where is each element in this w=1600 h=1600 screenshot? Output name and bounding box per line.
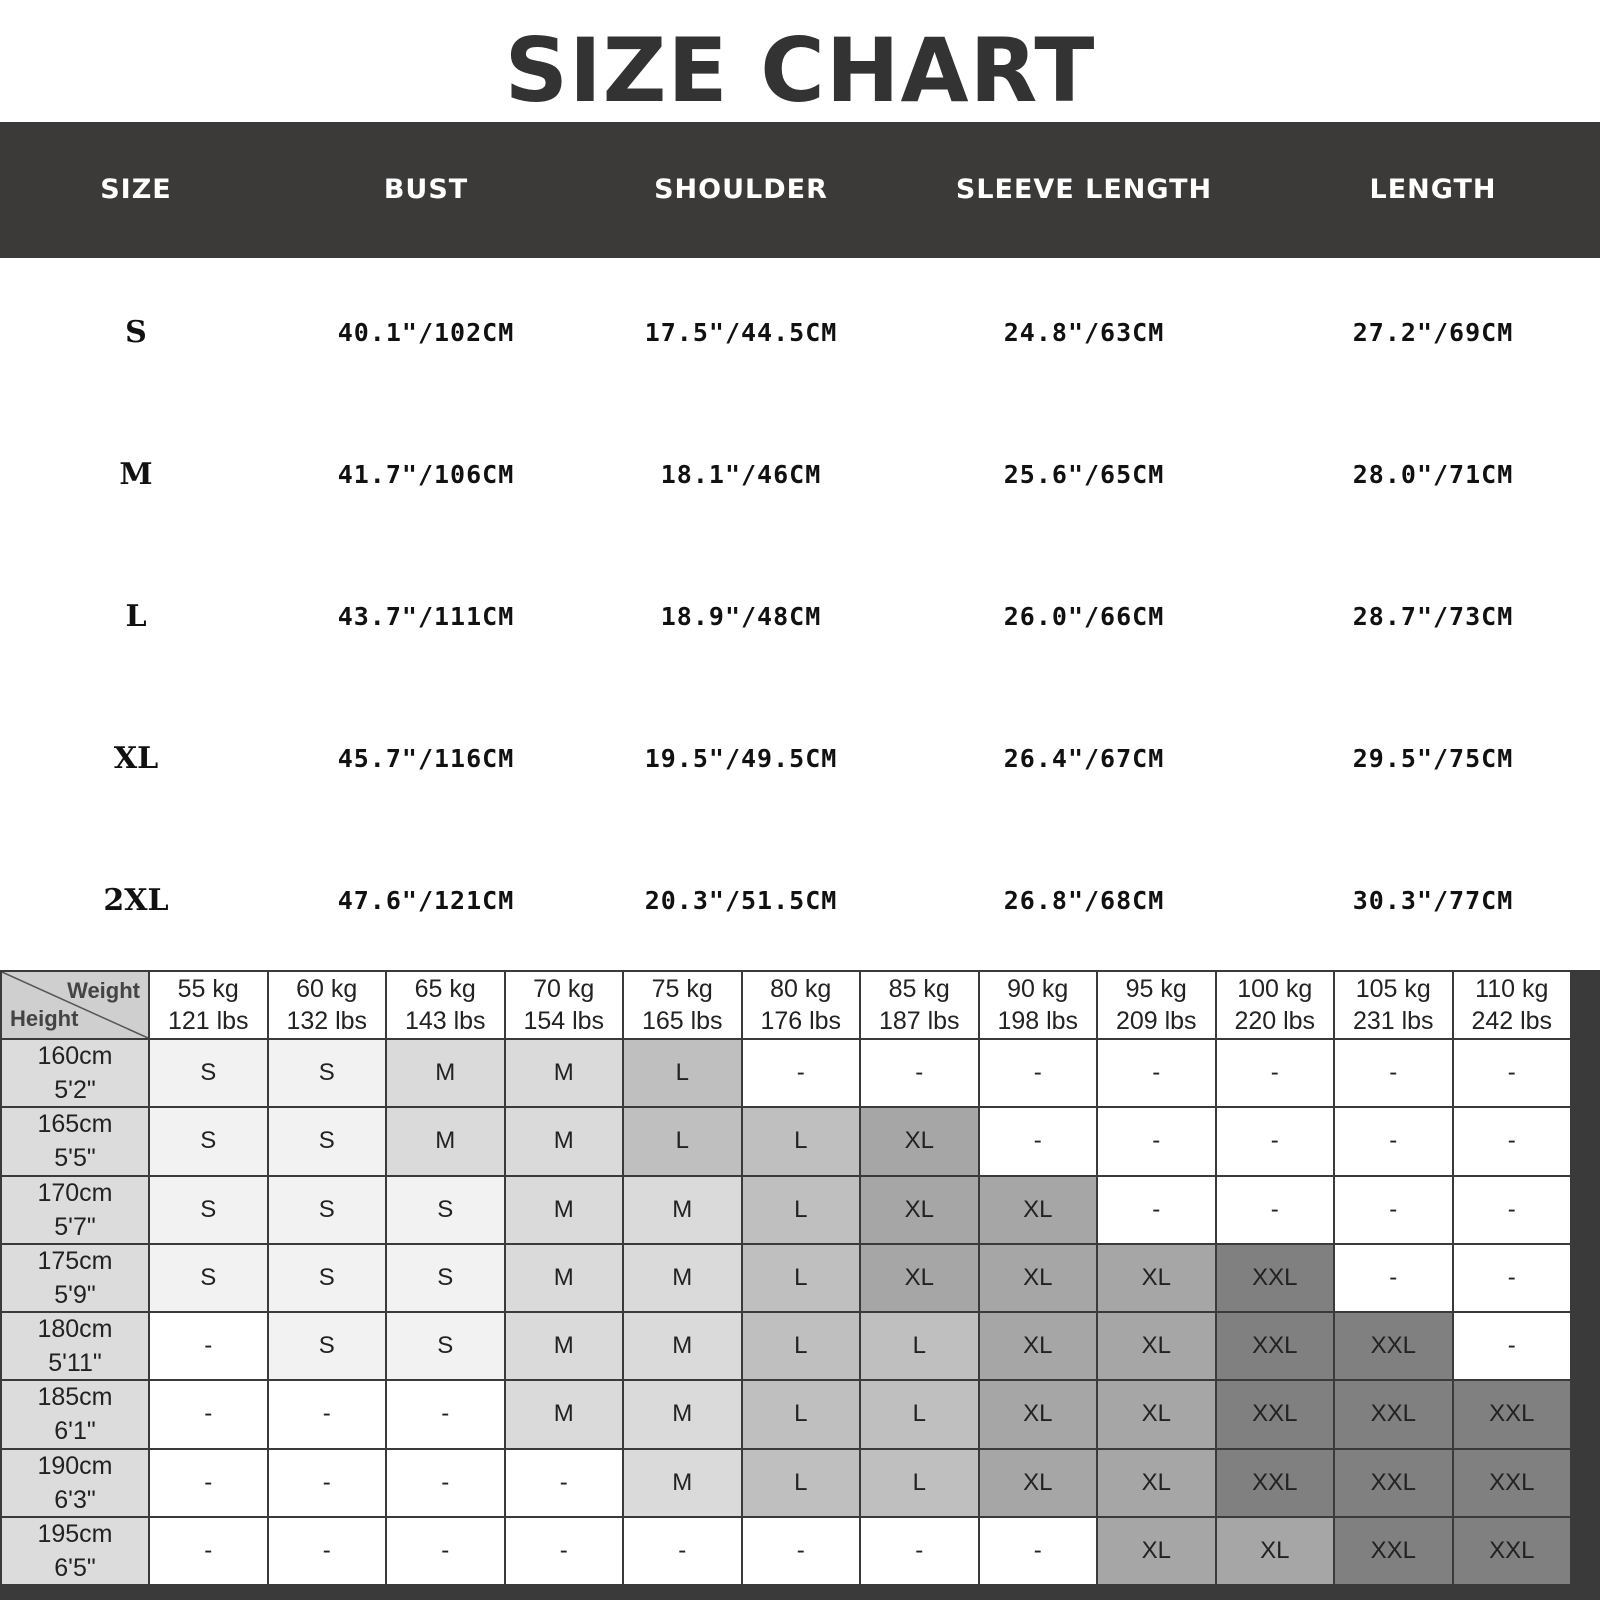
weight-header	[1454, 972, 1571, 1038]
size-cell: L	[743, 1245, 860, 1311]
size-guide-table	[0, 970, 1600, 1600]
size-cell: -	[269, 1518, 386, 1584]
weight-lbs: 121 lbs	[167, 1007, 249, 1035]
size-cell: -	[387, 1450, 504, 1516]
weight-header	[743, 972, 860, 1038]
weight-header	[980, 972, 1097, 1038]
height-ft: 6'5"	[54, 1553, 96, 1582]
weight-header	[861, 972, 978, 1038]
size-cell: XL	[980, 1177, 1097, 1243]
weight-lbs: 132 lbs	[286, 1007, 368, 1035]
size-cell: XL	[1098, 1245, 1215, 1311]
corner-weight-label: Weight	[67, 978, 140, 1003]
height-ft: 5'5"	[54, 1144, 96, 1173]
size-cell: S	[269, 1108, 386, 1174]
measurement-bust: 40.1"/102CM	[337, 318, 515, 347]
size-cell: -	[743, 1040, 860, 1106]
measurement-sleeve-length: 25.6"/65CM	[1003, 460, 1165, 489]
size-cell: M	[624, 1313, 741, 1379]
measurement-length: 28.0"/71CM	[1352, 460, 1514, 489]
height-header	[2, 1040, 148, 1106]
height-ft: 6'3"	[54, 1485, 96, 1514]
weight-header	[1098, 972, 1215, 1038]
size-cell: L	[861, 1313, 978, 1379]
size-cell: M	[387, 1040, 504, 1106]
weight-lbs: 143 lbs	[404, 1007, 486, 1035]
size-cell: -	[1098, 1040, 1215, 1106]
weight-lbs: 231 lbs	[1352, 1007, 1434, 1035]
size-cell: -	[980, 1108, 1097, 1174]
measurement-size: XL	[113, 741, 159, 776]
size-cell: -	[1335, 1245, 1452, 1311]
size-cell: -	[1335, 1177, 1452, 1243]
size-cell: -	[980, 1040, 1097, 1106]
weight-header	[506, 972, 623, 1038]
size-cell: M	[506, 1245, 623, 1311]
height-header	[2, 1177, 148, 1243]
size-cell: L	[624, 1040, 741, 1106]
size-cell: L	[743, 1108, 860, 1174]
measurement-bust: 47.6"/121CM	[337, 886, 515, 915]
measurement-size: L	[125, 599, 147, 634]
size-cell: -	[1454, 1177, 1571, 1243]
size-cell: S	[150, 1177, 267, 1243]
size-cell: -	[861, 1518, 978, 1584]
size-cell: M	[624, 1450, 741, 1516]
weight-lbs: 198 lbs	[997, 1007, 1079, 1035]
measurement-length: 28.7"/73CM	[1352, 602, 1514, 631]
size-cell: L	[743, 1313, 860, 1379]
header-length: LENGTH	[1369, 174, 1497, 205]
height-ft: 5'11"	[48, 1349, 102, 1378]
size-cell: -	[743, 1518, 860, 1584]
height-header	[2, 1518, 148, 1584]
size-cell: XL	[861, 1245, 978, 1311]
size-cell: XL	[861, 1108, 978, 1174]
size-cell: L	[861, 1450, 978, 1516]
size-cell: S	[387, 1245, 504, 1311]
corner-height-label: Height	[10, 1006, 79, 1031]
header-bust: BUST	[383, 174, 469, 205]
size-cell: M	[624, 1177, 741, 1243]
size-cell: L	[743, 1450, 860, 1516]
measurement-row	[0, 262, 1600, 404]
header-sleeve-length: SLEEVE LENGTH	[955, 174, 1213, 205]
measurement-bust: 45.7"/116CM	[337, 744, 515, 773]
measurement-sleeve-length: 26.0"/66CM	[1003, 602, 1165, 631]
size-cell: L	[743, 1381, 860, 1447]
measurement-shoulder: 18.1"/46CM	[660, 460, 822, 489]
measurement-length: 30.3"/77CM	[1352, 886, 1514, 915]
size-cell: -	[624, 1518, 741, 1584]
size-cell: -	[1454, 1313, 1571, 1379]
measurement-row	[0, 830, 1600, 972]
header-size: SIZE	[100, 174, 172, 205]
weight-kg: 95 kg	[1125, 975, 1187, 1003]
size-cell: L	[624, 1108, 741, 1174]
weight-header	[269, 972, 386, 1038]
height-header	[2, 1313, 148, 1379]
size-cell: M	[506, 1177, 623, 1243]
size-cell: L	[743, 1177, 860, 1243]
weight-lbs: 154 lbs	[523, 1007, 605, 1035]
size-cell: -	[1454, 1108, 1571, 1174]
weight-kg: 70 kg	[533, 975, 595, 1003]
height-header	[2, 1450, 148, 1516]
weight-lbs: 176 lbs	[760, 1007, 842, 1035]
weight-kg: 110 kg	[1475, 975, 1549, 1003]
measurement-size: S	[125, 315, 147, 350]
height-cm: 195cm	[37, 1519, 113, 1548]
height-ft: 6'1"	[54, 1417, 96, 1446]
size-cell: M	[506, 1313, 623, 1379]
weight-lbs: 220 lbs	[1234, 1007, 1316, 1035]
size-cell: -	[150, 1518, 267, 1584]
size-cell: -	[506, 1450, 623, 1516]
size-cell: XXL	[1335, 1518, 1452, 1584]
size-cell: XXL	[1217, 1381, 1334, 1447]
measurement-size: 2XL	[103, 883, 169, 918]
height-cm: 175cm	[37, 1246, 113, 1275]
size-cell: XL	[861, 1177, 978, 1243]
size-cell: -	[1454, 1040, 1571, 1106]
size-cell: XL	[980, 1313, 1097, 1379]
height-cm: 165cm	[37, 1110, 113, 1139]
measurement-shoulder: 18.9"/48CM	[660, 602, 822, 631]
weight-kg: 55 kg	[177, 975, 239, 1003]
size-cell: -	[1098, 1108, 1215, 1174]
measurement-row	[0, 688, 1600, 830]
size-cell: M	[624, 1381, 741, 1447]
size-cell: XXL	[1217, 1245, 1334, 1311]
size-cell: -	[150, 1381, 267, 1447]
size-cell: M	[387, 1108, 504, 1174]
size-cell: M	[624, 1245, 741, 1311]
size-cell: XXL	[1217, 1313, 1334, 1379]
measurement-length: 27.2"/69CM	[1352, 318, 1514, 347]
height-cm: 170cm	[37, 1178, 113, 1207]
weight-lbs: 165 lbs	[641, 1007, 723, 1035]
size-cell: M	[506, 1381, 623, 1447]
size-cell: XL	[1217, 1518, 1334, 1584]
weight-kg: 85 kg	[888, 975, 950, 1003]
size-cell: -	[269, 1381, 386, 1447]
height-cm: 180cm	[37, 1315, 113, 1344]
size-cell: -	[861, 1040, 978, 1106]
size-cell: XL	[1098, 1313, 1215, 1379]
size-cell: S	[387, 1177, 504, 1243]
size-cell: S	[269, 1245, 386, 1311]
size-cell: S	[269, 1040, 386, 1106]
size-cell: M	[506, 1108, 623, 1174]
weight-lbs: 209 lbs	[1115, 1007, 1197, 1035]
size-cell: -	[1217, 1040, 1334, 1106]
height-cm: 190cm	[37, 1451, 113, 1480]
measurement-header	[0, 122, 1600, 258]
size-cell: S	[150, 1245, 267, 1311]
size-cell: -	[150, 1313, 267, 1379]
size-cell: S	[150, 1108, 267, 1174]
height-ft: 5'9"	[54, 1280, 96, 1309]
measurement-shoulder: 19.5"/49.5CM	[644, 744, 838, 773]
size-cell: -	[1217, 1108, 1334, 1174]
size-cell: -	[1335, 1108, 1452, 1174]
weight-header	[624, 972, 741, 1038]
weight-kg: 105 kg	[1355, 975, 1431, 1003]
height-ft: 5'2"	[54, 1076, 96, 1105]
height-cm: 160cm	[37, 1042, 113, 1071]
page-title: SIZE CHART	[504, 19, 1096, 122]
size-cell: -	[387, 1381, 504, 1447]
header-shoulder: SHOULDER	[654, 174, 828, 205]
size-cell: S	[150, 1040, 267, 1106]
measurement-sleeve-length: 26.4"/67CM	[1003, 744, 1165, 773]
size-cell: -	[1217, 1177, 1334, 1243]
size-cell: -	[506, 1518, 623, 1584]
size-cell: M	[506, 1040, 623, 1106]
size-cell: XXL	[1335, 1381, 1452, 1447]
size-cell: XL	[980, 1381, 1097, 1447]
height-header	[2, 1381, 148, 1447]
weight-kg: 100 kg	[1237, 975, 1313, 1003]
size-cell: -	[269, 1450, 386, 1516]
measurement-row	[0, 546, 1600, 688]
size-cell: XXL	[1454, 1381, 1571, 1447]
measurement-shoulder: 20.3"/51.5CM	[644, 886, 838, 915]
height-ft: 5'7"	[54, 1212, 96, 1241]
size-cell: XXL	[1454, 1518, 1571, 1584]
measurement-length: 29.5"/75CM	[1352, 744, 1514, 773]
height-header	[2, 1108, 148, 1174]
weight-kg: 65 kg	[414, 975, 476, 1003]
height-cm: 185cm	[37, 1383, 113, 1412]
size-cell: -	[150, 1450, 267, 1516]
size-cell: XL	[980, 1450, 1097, 1516]
measurement-size: M	[119, 457, 153, 492]
measurement-sleeve-length: 26.8"/68CM	[1003, 886, 1165, 915]
weight-kg: 60 kg	[296, 975, 358, 1003]
measurement-row	[0, 404, 1600, 546]
size-cell: XXL	[1335, 1450, 1452, 1516]
size-cell: -	[387, 1518, 504, 1584]
size-cell: XL	[1098, 1450, 1215, 1516]
weight-header	[150, 972, 267, 1038]
corner-cell	[2, 972, 148, 1038]
weight-kg: 75 kg	[651, 975, 713, 1003]
weight-lbs: 242 lbs	[1471, 1007, 1553, 1035]
measurement-sleeve-length: 24.8"/63CM	[1003, 318, 1165, 347]
weight-kg: 80 kg	[770, 975, 832, 1003]
size-cell: -	[1335, 1040, 1452, 1106]
size-cell: XL	[1098, 1518, 1215, 1584]
size-cell: XXL	[1335, 1313, 1452, 1379]
size-cell: XXL	[1217, 1450, 1334, 1516]
height-header	[2, 1245, 148, 1311]
size-cell: XL	[1098, 1381, 1215, 1447]
weight-lbs: 187 lbs	[878, 1007, 960, 1035]
size-cell: -	[1454, 1245, 1571, 1311]
size-cell: L	[861, 1381, 978, 1447]
size-cell: -	[1098, 1177, 1215, 1243]
measurement-shoulder: 17.5"/44.5CM	[644, 318, 838, 347]
measurement-bust: 41.7"/106CM	[337, 460, 515, 489]
weight-header	[387, 972, 504, 1038]
weight-header	[1217, 972, 1334, 1038]
weight-kg: 90 kg	[1007, 975, 1069, 1003]
weight-header	[1335, 972, 1452, 1038]
size-cell: S	[269, 1177, 386, 1243]
size-cell: S	[269, 1313, 386, 1379]
size-cell: XL	[980, 1245, 1097, 1311]
measurement-bust: 43.7"/111CM	[337, 602, 515, 631]
size-cell: S	[387, 1313, 504, 1379]
size-cell: -	[980, 1518, 1097, 1584]
size-cell: XXL	[1454, 1450, 1571, 1516]
